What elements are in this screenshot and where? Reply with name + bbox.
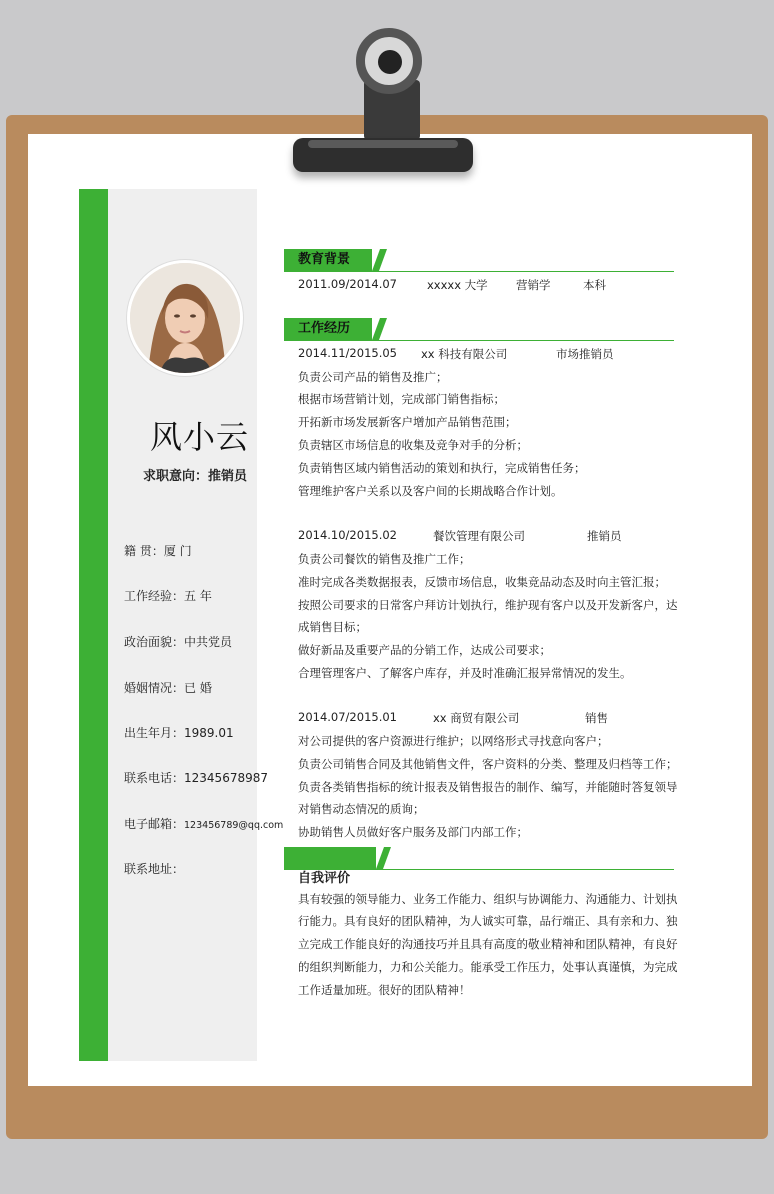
job-duty: 成销售目标； xyxy=(298,620,367,634)
job-period: 2014.11/2015.05 xyxy=(298,346,397,360)
self-line: 的组织判断能力，力和公关能力。能承受工作压力，处事认真谨慎，为完成 xyxy=(298,960,678,974)
info-label: 工作经验： xyxy=(124,589,185,603)
job-duty: 负责公司销售合同及其他销售文件，客户资料的分类、整理及归档等工作； xyxy=(298,757,678,771)
info-label: 籍 贯： xyxy=(124,544,164,558)
job-duty: 对销售动态情况的质询； xyxy=(298,802,425,816)
self-line: 立完成工作能良好的沟通技巧并且具有高度的敬业精神和团队精神，有良好 xyxy=(298,937,678,951)
job-duty: 开拓新市场发展新客户增加产品销售范围； xyxy=(298,415,517,429)
info-value: 1989.01 xyxy=(184,726,234,740)
job-duty: 根据市场营销计划，完成部门销售指标； xyxy=(298,392,505,406)
section-slash xyxy=(372,318,387,340)
job-position: 推销员 xyxy=(587,529,622,543)
section-work-header xyxy=(284,318,674,344)
edu-school: xxxxx 大学 xyxy=(427,278,488,292)
section-rule xyxy=(284,271,674,272)
info-email xyxy=(124,815,283,832)
job-company: xx 科技有限公司 xyxy=(421,347,508,361)
job-duty: 准时完成各类数据报表，反馈市场信息，收集竞品动态及时向主管汇报； xyxy=(298,575,666,589)
info-label: 联系地址： xyxy=(124,862,185,876)
job-duty: 负责公司产品的销售及推广； xyxy=(298,370,448,384)
job-position: 销售 xyxy=(585,711,608,725)
self-line: 行能力。具有良好的团队精神，为人诚实可靠，品行端正、具有亲和力、独 xyxy=(298,914,678,928)
info-label: 婚姻情况： xyxy=(124,681,185,695)
job-duty: 负责公司餐饮的销售及推广工作； xyxy=(298,552,471,566)
job-duty: 负责销售区域内销售活动的策划和执行，完成销售任务； xyxy=(298,461,586,475)
section-title: 工作经历 xyxy=(284,318,372,340)
info-label: 联系电话： xyxy=(124,771,185,785)
info-experience xyxy=(124,587,212,604)
job-period: 2014.07/2015.01 xyxy=(298,710,397,724)
job-position: 市场推销员 xyxy=(556,347,614,361)
section-slash xyxy=(376,847,391,869)
job-duty: 对公司提供的客户资源进行维护；以网络形式寻找意向客户； xyxy=(298,734,609,748)
self-line: 具有较强的领导能力、业务工作能力、组织与协调能力、沟通能力、计划执 xyxy=(298,892,678,906)
section-rule xyxy=(284,340,674,341)
info-value: 厦 门 xyxy=(163,544,192,558)
info-marital-status xyxy=(124,679,212,696)
info-value: 12345678987 xyxy=(184,771,268,785)
job-duty: 按照公司要求的日常客户拜访计划执行，维护现有客户以及开发新客户，达 xyxy=(298,598,678,612)
job-duty: 管理维护客户关系以及客户间的长期战略合作计划。 xyxy=(298,484,563,498)
section-slash xyxy=(372,249,387,271)
edu-degree: 本科 xyxy=(583,278,606,292)
job-duty: 协助销售人员做好客户服务及部门内部工作； xyxy=(298,825,528,839)
info-address xyxy=(124,860,184,877)
edu-period: 2011.09/2014.07 xyxy=(298,277,397,291)
info-birth-date xyxy=(124,724,234,741)
section-education-header xyxy=(284,249,674,275)
portrait-photo xyxy=(130,263,240,373)
job-objective: 求职意向：推销员 xyxy=(143,469,248,484)
info-phone xyxy=(124,769,268,786)
job-company: xx 商贸有限公司 xyxy=(433,711,520,725)
avatar xyxy=(127,260,243,376)
info-value: 五 年 xyxy=(184,589,212,603)
job-duty: 负责辖区市场信息的收集及竞争对手的分析； xyxy=(298,438,528,452)
info-value: 123456789@qq.com xyxy=(184,820,284,831)
info-political-status xyxy=(124,633,232,650)
job-duty: 合理管理客户、了解客户库存，并及时准确汇报异常情况的发生。 xyxy=(298,666,632,680)
job-company: 餐饮管理有限公司 xyxy=(433,529,525,543)
info-value: 已 婚 xyxy=(184,681,212,695)
section-bar xyxy=(284,847,376,869)
clip-base-highlight xyxy=(308,140,458,148)
section-title: 自我评价 xyxy=(298,871,351,886)
self-line: 工作适量加班。很好的团队精神！ xyxy=(298,983,471,997)
candidate-name: 风小云 xyxy=(150,418,250,456)
clip-hole xyxy=(378,50,402,74)
accent-bar xyxy=(79,189,108,1061)
job-duty: 做好新品及重要产品的分销工作，达成公司要求； xyxy=(298,643,551,657)
info-native-place xyxy=(124,542,192,559)
info-label: 电子邮箱： xyxy=(124,817,185,831)
info-value: 中共党员 xyxy=(184,635,233,649)
section-title: 教育背景 xyxy=(284,249,372,271)
edu-major: 营销学 xyxy=(516,278,551,292)
job-period: 2014.10/2015.02 xyxy=(298,528,397,542)
job-duty: 负责各类销售指标的统计报表及销售报告的制作、编写，并能随时答复领导 xyxy=(298,780,678,794)
info-label: 政治面貌： xyxy=(124,635,185,649)
info-label: 出生年月： xyxy=(124,726,185,740)
